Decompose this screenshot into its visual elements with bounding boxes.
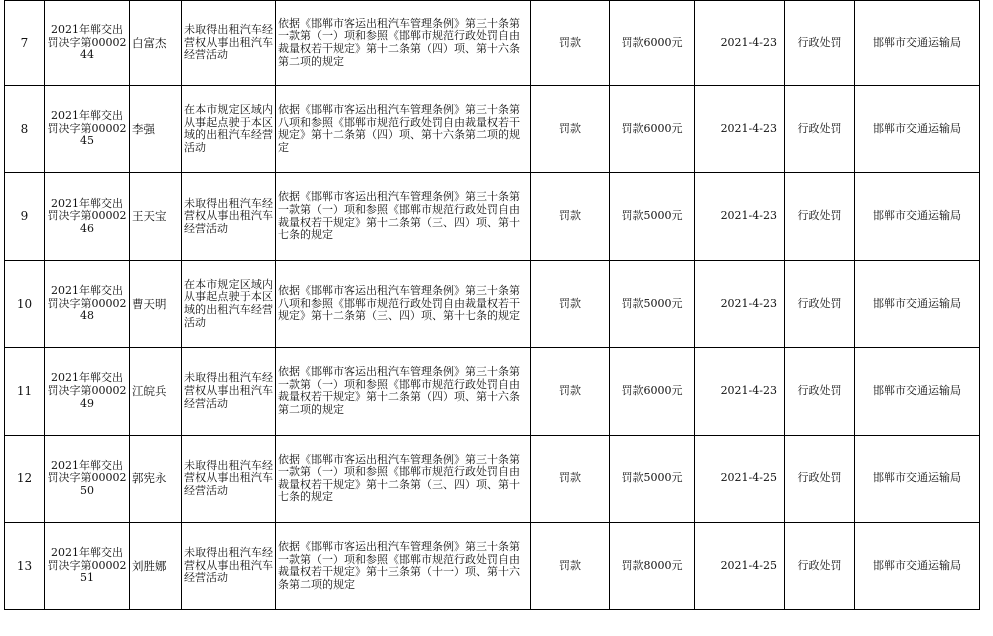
penalty-amount: 罚款6000元 xyxy=(610,1,695,86)
penalty-type: 罚款 xyxy=(531,173,610,260)
table-row xyxy=(5,348,980,435)
decision-number: 2021年郸交出罚决字第0000248 xyxy=(45,260,130,347)
penalty-amount: 罚款6000元 xyxy=(610,348,695,435)
penalty-category: 行政处罚 xyxy=(785,522,855,609)
violation-fact: 未取得出租汽车经营权从事出租汽车经营活动 xyxy=(182,435,276,522)
penalty-category: 行政处罚 xyxy=(785,348,855,435)
row-number: 9 xyxy=(5,173,45,260)
penalty-amount: 罚款6000元 xyxy=(610,86,695,173)
penalty-basis: 依据《邯郸市客运出租汽车管理条例》第三十条第一款第（一）项和参照《邯郸市规范行政处罚自由裁量权若干规定》第十二条第（三、四）项、第十七条的规定 xyxy=(276,173,531,260)
party-name: 江皖兵 xyxy=(130,348,182,435)
penalty-amount: 罚款5000元 xyxy=(610,260,695,347)
penalty-basis: 依据《邯郸市客运出租汽车管理条例》第三十条第一款第（一）项和参照《邯郸市规范行政处罚自由裁量权若干规定》第十二条第（三、四）项、第十七条的规定 xyxy=(276,435,531,522)
issuing-authority: 邯郸市交通运输局 xyxy=(855,1,980,86)
decision-date: 2021-4-25 xyxy=(695,435,785,522)
penalty-amount: 罚款5000元 xyxy=(610,173,695,260)
decision-date: 2021-4-23 xyxy=(695,86,785,173)
issuing-authority: 邯郸市交通运输局 xyxy=(855,173,980,260)
decision-date: 2021-4-23 xyxy=(695,260,785,347)
party-name: 曹天明 xyxy=(130,260,182,347)
row-number: 13 xyxy=(5,522,45,609)
penalty-type: 罚款 xyxy=(531,522,610,609)
table-row xyxy=(5,522,980,609)
penalty-basis: 依据《邯郸市客运出租汽车管理条例》第三十条第八项和参照《邯郸市规范行政处罚自由裁量权若干规定》第十二条第（三、四）项、第十七条的规定 xyxy=(276,260,531,347)
table-row xyxy=(5,260,980,347)
penalty-type: 罚款 xyxy=(531,260,610,347)
penalty-type: 罚款 xyxy=(531,348,610,435)
row-number: 7 xyxy=(5,1,45,86)
row-number: 11 xyxy=(5,348,45,435)
party-name: 王天宝 xyxy=(130,173,182,260)
penalty-amount: 罚款8000元 xyxy=(610,522,695,609)
issuing-authority: 邯郸市交通运输局 xyxy=(855,522,980,609)
violation-fact: 在本市规定区域内从事起点驶于本区域的出租汽车经营活动 xyxy=(182,86,276,173)
table-row xyxy=(5,86,980,173)
decision-date: 2021-4-23 xyxy=(695,173,785,260)
row-number: 10 xyxy=(5,260,45,347)
issuing-authority: 邯郸市交通运输局 xyxy=(855,86,980,173)
penalty-type: 罚款 xyxy=(531,1,610,86)
table-row xyxy=(5,173,980,260)
penalty-basis: 依据《邯郸市客运出租汽车管理条例》第三十条第一款第（一）项和参照《邯郸市规范行政处罚自由裁量权若干规定》第十三条第（十一）项、第十六条第二项的规定 xyxy=(276,522,531,609)
issuing-authority: 邯郸市交通运输局 xyxy=(855,348,980,435)
violation-fact: 未取得出租汽车经营权从事出租汽车经营活动 xyxy=(182,1,276,86)
penalty-category: 行政处罚 xyxy=(785,86,855,173)
row-number: 12 xyxy=(5,435,45,522)
decision-date: 2021-4-23 xyxy=(695,1,785,86)
decision-number: 2021年郸交出罚决字第0000246 xyxy=(45,173,130,260)
violation-fact: 未取得出租汽车经营权从事出租汽车经营活动 xyxy=(182,522,276,609)
penalty-basis: 依据《邯郸市客运出租汽车管理条例》第三十条第八项和参照《邯郸市规范行政处罚自由裁量权若干规定》第十二条第（四）项、第十六条第二项的规定 xyxy=(276,86,531,173)
table-row xyxy=(5,1,980,86)
penalty-basis: 依据《邯郸市客运出租汽车管理条例》第三十条第一款第（一）项和参照《邯郸市规范行政处罚自由裁量权若干规定》第十二条第（四）项、第十六条第二项的规定 xyxy=(276,348,531,435)
penalty-category: 行政处罚 xyxy=(785,1,855,86)
penalty-type: 罚款 xyxy=(531,86,610,173)
party-name: 白富杰 xyxy=(130,1,182,86)
penalty-type: 罚款 xyxy=(531,435,610,522)
penalty-category: 行政处罚 xyxy=(785,435,855,522)
decision-number: 2021年郸交出罚决字第0000249 xyxy=(45,348,130,435)
decision-number: 2021年郸交出罚决字第0000250 xyxy=(45,435,130,522)
violation-fact: 在本市规定区域内从事起点驶于本区域的出租汽车经营活动 xyxy=(182,260,276,347)
decision-number: 2021年郸交出罚决字第0000251 xyxy=(45,522,130,609)
violation-fact: 未取得出租汽车经营权从事出租汽车经营活动 xyxy=(182,173,276,260)
penalty-basis: 依据《邯郸市客运出租汽车管理条例》第三十条第一款第（一）项和参照《邯郸市规范行政处罚自由裁量权若干规定》第十二条第（四）项、第十六条第二项的规定 xyxy=(276,1,531,86)
issuing-authority: 邯郸市交通运输局 xyxy=(855,435,980,522)
penalty-amount: 罚款5000元 xyxy=(610,435,695,522)
row-number: 8 xyxy=(5,86,45,173)
party-name: 刘胜娜 xyxy=(130,522,182,609)
penalty-table xyxy=(4,0,980,610)
issuing-authority: 邯郸市交通运输局 xyxy=(855,260,980,347)
table-row xyxy=(5,435,980,522)
violation-fact: 未取得出租汽车经营权从事出租汽车经营活动 xyxy=(182,348,276,435)
penalty-category: 行政处罚 xyxy=(785,260,855,347)
decision-number: 2021年郸交出罚决字第0000244 xyxy=(45,1,130,86)
decision-number: 2021年郸交出罚决字第0000245 xyxy=(45,86,130,173)
party-name: 郭宪永 xyxy=(130,435,182,522)
party-name: 李强 xyxy=(130,86,182,173)
decision-date: 2021-4-25 xyxy=(695,522,785,609)
decision-date: 2021-4-23 xyxy=(695,348,785,435)
penalty-category: 行政处罚 xyxy=(785,173,855,260)
